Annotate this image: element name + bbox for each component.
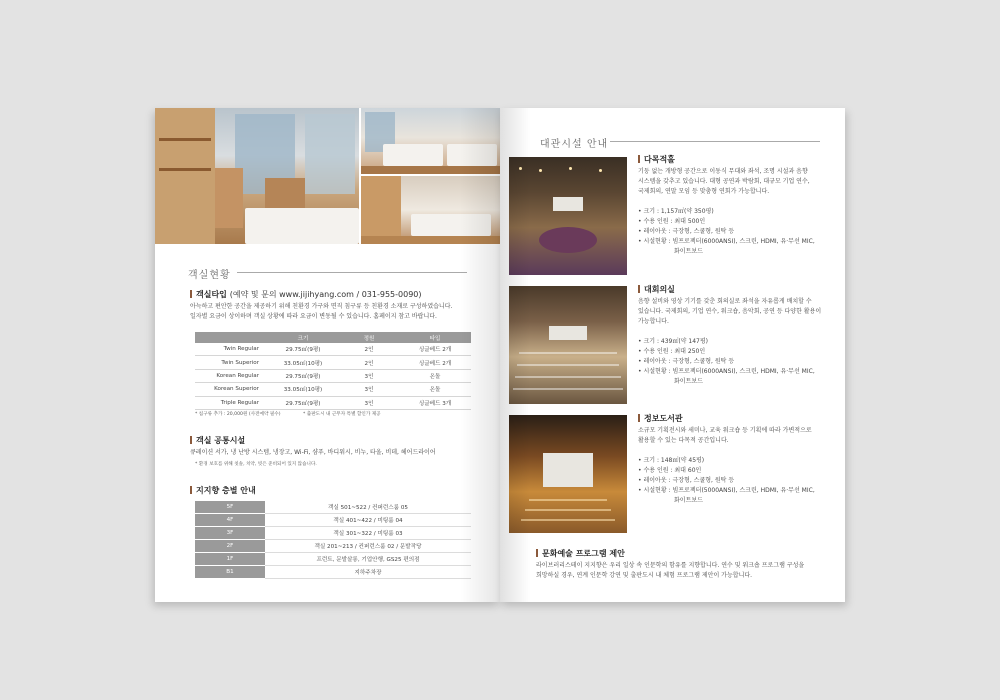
room-capacity: 3인 — [339, 369, 399, 382]
floor-label: 1F — [195, 553, 265, 566]
venue-spec: • 레이아웃 : 극장형, 스쿨형, 원탁 등 — [638, 358, 735, 365]
venue-heading-library: 정보도서관 — [638, 413, 683, 424]
amenities-heading: 객실 공통시설 — [190, 435, 245, 446]
room-bed-type: 온돌 — [399, 369, 471, 382]
heading-bar — [190, 290, 192, 298]
brochure-spread — [155, 108, 845, 606]
table-row — [195, 383, 471, 396]
floor-desc: 객실 401~422 / 미팅룸 04 — [265, 514, 471, 527]
venue-spec: • 수용 인원 : 최대 250인 — [638, 348, 706, 355]
venue-spec: • 시설현황 : 빔프로젝터(6000ANSI), 스크린, HDMI, 유·무선 MIC, — [638, 238, 815, 245]
col-header-size: 크기 — [267, 332, 339, 343]
room-name: Korean Regular — [195, 369, 267, 382]
floor-desc: 객실 501~522 / 컨퍼런스룸 05 — [265, 501, 471, 514]
room-capacity: 2인 — [339, 356, 399, 369]
room-capacity: 2인 — [339, 343, 399, 356]
section-divider — [610, 141, 820, 142]
venue-spec: • 크기 : 1,157㎡(약 350평) — [638, 208, 714, 215]
venue-spec: • 시설현황 : 빔프로젝터(6000ANSI), 스크린, HDMI, 유·무선 MIC, — [638, 368, 815, 375]
venue-spec: 화이트보드 — [674, 497, 703, 504]
bedding-note: * 침구류 추가 : 20,000원 (사전예약 필수) — [195, 412, 281, 417]
right-page — [500, 108, 845, 602]
room-type-table — [195, 332, 471, 410]
room-photo-korean — [361, 176, 500, 244]
room-bed-type: 온돌 — [399, 383, 471, 396]
venue-spec: • 크기 : 439㎡(약 147평) — [638, 338, 708, 345]
table-row — [195, 514, 471, 527]
room-name: Twin Superior — [195, 356, 267, 369]
venue-spec: 화이트보드 — [674, 378, 703, 385]
venue-desc: 있습니다. 국제회의, 기업 연수, 워크숍, 음악회, 공연 등 다양한 활용이 — [638, 308, 822, 315]
floor-label: 5F — [195, 501, 265, 514]
venue-spec: • 레이아웃 : 극장형, 스쿨형, 원탁 등 — [638, 477, 735, 484]
floor-desc: 프런트, 문발살롱, 기업안행, GS25 편의점 — [265, 553, 471, 566]
floor-label: 4F — [195, 514, 265, 527]
heading-bar — [638, 155, 640, 163]
floors-heading: 지지향 층별 안내 — [190, 485, 256, 496]
room-capacity: 3인 — [339, 383, 399, 396]
heading-bar — [638, 414, 640, 422]
heading-bar — [190, 486, 192, 494]
room-type-desc-2: 일자별 요금이 상이하며 객실 상황에 따라 요금이 변동될 수 있습니다. 홈페이지 참고 바랍니다. — [190, 313, 437, 320]
section-title-venues: 대관시설 안내 — [540, 139, 609, 150]
floor-desc: 지하주차장 — [265, 566, 471, 579]
room-bed-type: 싱글베드 3개 — [399, 396, 471, 409]
room-bed-type: 싱글베드 2개 — [399, 356, 471, 369]
venue-spec: • 수용 인원 : 최대 500인 — [638, 218, 706, 225]
room-type-desc-1: 아늑하고 편안한 공간을 제공하기 위해 친환경 가구와 면직 침구류 등 친환경 소재로 구성하였습니다. — [190, 303, 453, 310]
floor-desc: 객실 301~322 / 미팅룸 03 — [265, 527, 471, 540]
room-photo-twin — [361, 108, 500, 174]
floor-label: 2F — [195, 540, 265, 553]
room-bed-type: 싱글베드 2개 — [399, 343, 471, 356]
table-row — [195, 356, 471, 369]
room-size: 29.75㎡(9평) — [267, 396, 339, 409]
amenities-note: * 환경 보호를 위해 칫솔, 치약, 빗은 준비되어 있지 않습니다. — [195, 462, 317, 467]
section-title-rooms: 객실현황 — [188, 270, 231, 281]
venue-desc: 기둥 없는 개방형 공간으로 이동식 무대와 좌석, 조명 시설과 음향 — [638, 168, 808, 175]
discount-note: * 출판도시 내 근무자 특별 할인가 제공 — [303, 412, 381, 417]
venue-desc: 국제회의, 연말 모임 등 맞춤형 연회가 가능합니다. — [638, 188, 770, 195]
venue-spec: • 수용 인원 : 최대 60인 — [638, 467, 702, 474]
venue-spec: • 레이아웃 : 극장형, 스쿨형, 원탁 등 — [638, 228, 735, 235]
table-row — [195, 553, 471, 566]
col-header-name — [195, 332, 267, 343]
room-size: 33.05㎡(10평) — [267, 356, 339, 369]
venue-spec: 화이트보드 — [674, 248, 703, 255]
room-size: 29.75㎡(9평) — [267, 343, 339, 356]
program-desc-1: 라이브러리스테이 지지향은 우리 일상 속 인문학의 함유를 지향합니다. 연수 및 워크숍 프로그램 구성을 — [536, 562, 805, 569]
table-row — [195, 501, 471, 514]
table-row — [195, 343, 471, 356]
heading-bar — [638, 285, 640, 293]
room-photo-collage — [155, 108, 500, 244]
program-desc-2: 희망하실 경우, 연계 인문학 강연 및 출판도시 내 체험 프로그램 제안이 가능합니다. — [536, 572, 753, 579]
table-header-row — [195, 332, 471, 343]
floor-label: B1 — [195, 566, 265, 579]
floor-desc: 객실 201~213 / 컨퍼런스룸 02 / 문발작당 — [265, 540, 471, 553]
room-type-contact: (예약 및 문의 www.jijihyang.com / 031-955-0090) — [229, 290, 422, 299]
room-name: Korean Superior — [195, 383, 267, 396]
room-photo-main — [155, 108, 359, 244]
col-header-capacity: 정원 — [339, 332, 399, 343]
table-row — [195, 566, 471, 579]
heading-bar — [190, 436, 192, 444]
room-type-heading: 객실타입 (예약 및 문의 www.jijihyang.com / 031-955-0090) — [190, 289, 422, 300]
venue-desc: 활용할 수 있는 다목적 공간입니다. — [638, 437, 729, 444]
venue-spec: • 시설현황 : 빔프로젝터(5000ANSI), 스크린, HDMI, 유·무선 MIC, — [638, 487, 815, 494]
table-row — [195, 527, 471, 540]
amenities-desc: 큐레이션 서가, 냉 난방 시스템, 냉장고, Wi-Fi, 샴푸, 바디워시, 비누, 타올, 비데, 헤어드라이어 — [190, 449, 436, 456]
floor-label: 3F — [195, 527, 265, 540]
venue-desc: 음향 설비와 영상 기기를 갖춘 회의실로 좌석을 자유롭게 배치할 수 — [638, 298, 812, 305]
program-heading: 문화예술 프로그램 제안 — [536, 548, 625, 559]
col-header-type: 타입 — [399, 332, 471, 343]
venue-spec: • 크기 : 148㎡(약 45평) — [638, 457, 705, 464]
table-row — [195, 396, 471, 409]
venue-desc: 시스템을 갖추고 있습니다. 대형 공연과 박람회, 대규모 기업 연수, — [638, 178, 810, 185]
table-row — [195, 540, 471, 553]
room-size: 33.05㎡(10평) — [267, 383, 339, 396]
venue-desc: 가능합니다. — [638, 318, 669, 325]
venue-desc: 소규모 기획전시와 세미나, 교육 워크숍 등 기획에 따라 가변적으로 — [638, 427, 812, 434]
venue-heading-hall: 다목적홀 — [638, 154, 675, 165]
room-capacity: 3인 — [339, 396, 399, 409]
venue-photo-hall — [509, 157, 627, 275]
venue-photo-conference — [509, 286, 627, 404]
room-name: Triple Regular — [195, 396, 267, 409]
heading-bar — [536, 549, 538, 557]
venue-photo-library — [509, 415, 627, 533]
section-divider — [237, 272, 467, 273]
venue-heading-conference: 대회의실 — [638, 284, 675, 295]
table-row — [195, 369, 471, 382]
floor-guide-table — [195, 501, 471, 579]
left-page — [155, 108, 500, 602]
room-name: Twin Regular — [195, 343, 267, 356]
room-size: 29.75㎡(9평) — [267, 369, 339, 382]
